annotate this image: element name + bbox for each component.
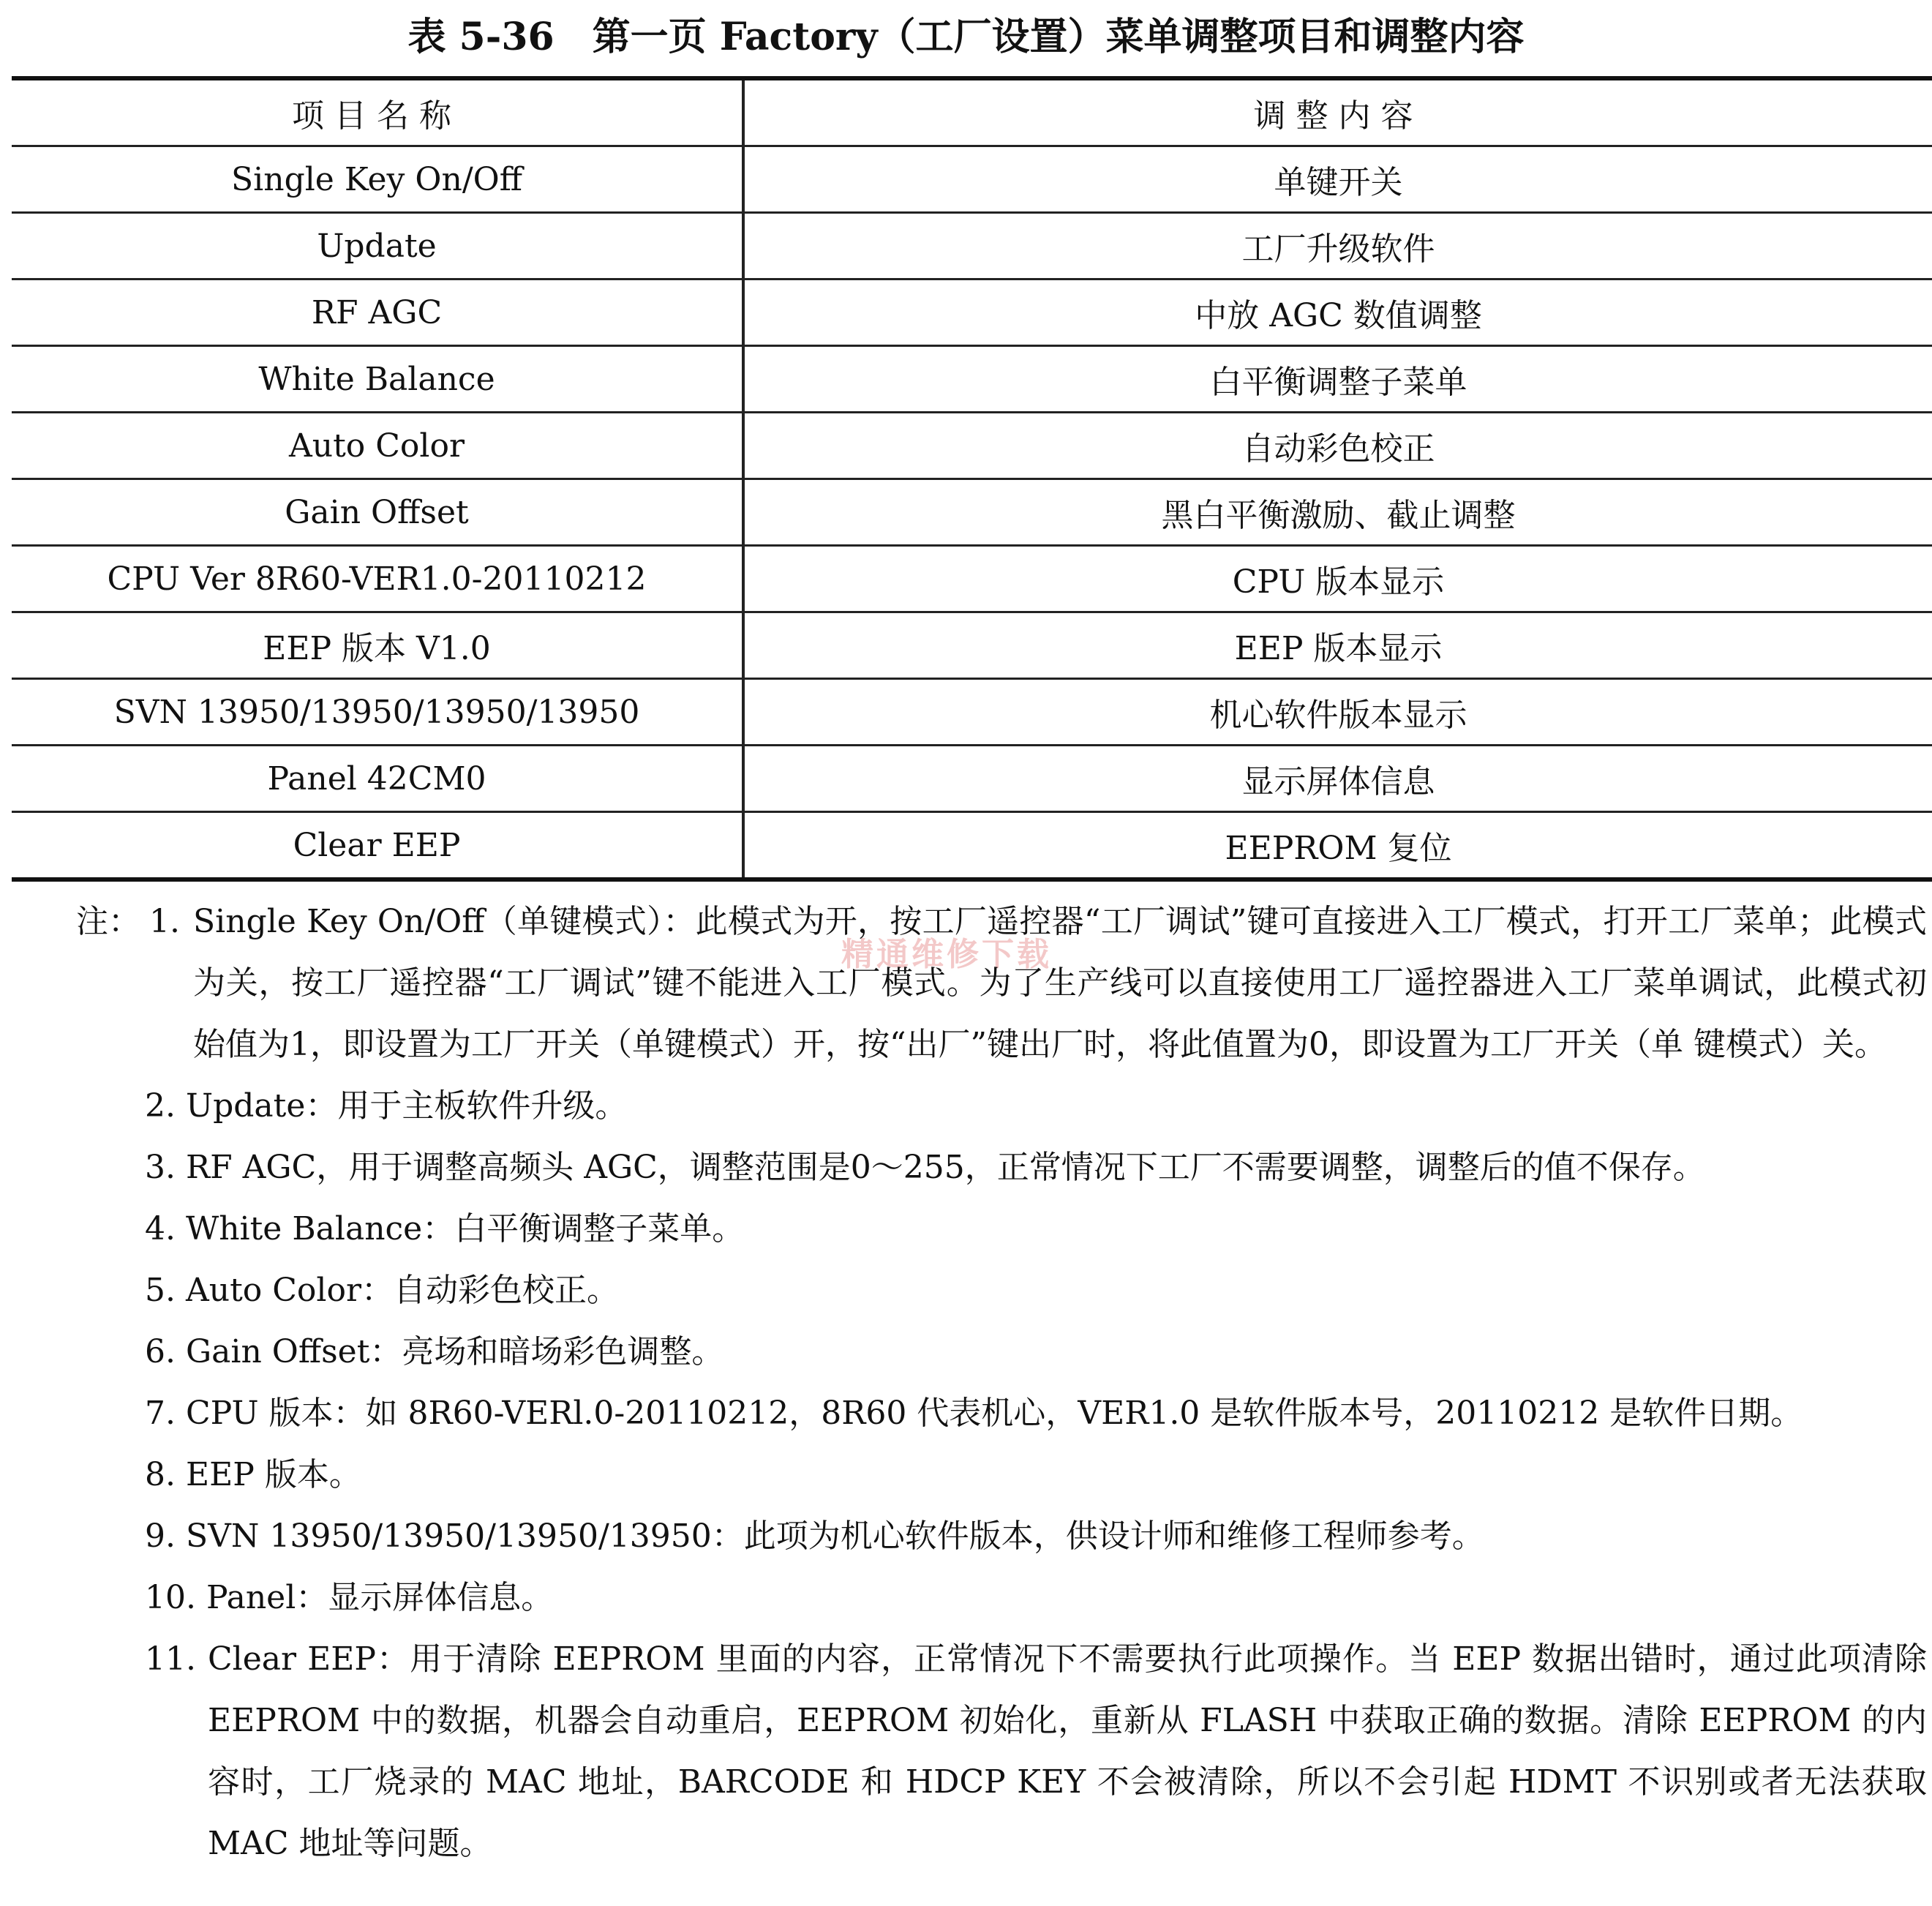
note-text: White Balance：白平衡调整子菜单。 xyxy=(185,1210,745,1247)
table-row xyxy=(12,812,1932,880)
note-text: Single Key On/Off（单键模式）：此模式为开，按工厂遥控器“工厂调试”键可直接进入工厂模式，打开工厂菜单；此模式为关，按工厂遥控器“工厂调试”键不能进入工厂模式。为了生产线可以直接使用工厂遥控器进入工厂菜单调试，此模式初始值为1，即设置为工厂开关（单键模式）开，按“出厂”键出厂时，将此值置为0，即设置为工厂开关（单 键模式）关。 xyxy=(193,903,1927,1063)
note-number: 5. xyxy=(145,1272,176,1309)
cell-item-name: Update xyxy=(12,213,743,279)
note-text: Auto Color：自动彩色校正。 xyxy=(185,1272,620,1309)
table-row xyxy=(12,746,1932,812)
cell-adjust-content: 自动彩色校正 xyxy=(743,413,1932,479)
note-number: 6. xyxy=(145,1333,176,1370)
note-text: RF AGC，用于调整高频头 AGC，调整范围是0～255，正常情况下工厂不需要调整，调整后的值不保存。 xyxy=(185,1149,1705,1186)
cell-adjust-content: EEP 版本显示 xyxy=(743,612,1932,679)
table-title: 表 5-36 第一页 Factory（工厂设置）菜单调整项目和调整内容 xyxy=(407,15,1525,59)
note-item xyxy=(76,1198,1927,1260)
cell-adjust-content: 中放 AGC 数值调整 xyxy=(743,279,1932,346)
note-item xyxy=(76,1629,1927,1875)
note-number: 10. xyxy=(145,1579,196,1616)
note-item xyxy=(76,1260,1927,1321)
cell-item-name: Clear EEP xyxy=(12,812,743,880)
table-row xyxy=(12,612,1932,679)
note-number: 1. xyxy=(149,903,180,940)
cell-item-name: SVN 13950/13950/13950/13950 xyxy=(12,679,743,746)
note-number: 8. xyxy=(145,1456,176,1493)
cell-item-name: CPU Ver 8R60-VER1.0-20110212 xyxy=(12,546,743,612)
cell-adjust-content: 黑白平衡激励、截止调整 xyxy=(743,479,1932,546)
cell-item-name: Gain Offset xyxy=(12,479,743,546)
cell-adjust-content: 机心软件版本显示 xyxy=(743,679,1932,746)
cell-item-name: White Balance xyxy=(12,346,743,413)
cell-adjust-content: 单键开关 xyxy=(743,146,1932,213)
cell-adjust-content: CPU 版本显示 xyxy=(743,546,1932,612)
note-item xyxy=(76,891,1927,1076)
notes-prefix: 注： xyxy=(76,903,140,940)
cell-item-name: Single Key On/Off xyxy=(12,146,743,213)
note-number: 7. xyxy=(145,1395,176,1432)
header-item-name: 项目名称 xyxy=(12,78,743,146)
table-row xyxy=(12,146,1932,213)
table-row xyxy=(12,413,1932,479)
cell-adjust-content: 白平衡调整子菜单 xyxy=(743,346,1932,413)
note-text: Gain Offset：亮场和暗场彩色调整。 xyxy=(185,1333,724,1370)
cell-item-name: RF AGC xyxy=(12,279,743,346)
cell-item-name: EEP 版本 V1.0 xyxy=(12,612,743,679)
cell-item-name: Panel 42CM0 xyxy=(12,746,743,812)
table-row xyxy=(12,546,1932,612)
note-text: SVN 13950/13950/13950/13950：此项为机心软件版本，供设计师和维修工程师参考。 xyxy=(185,1517,1484,1555)
watermark-text: 精通维修下载 xyxy=(841,936,1052,973)
note-text: Update：用于主板软件升级。 xyxy=(185,1087,628,1125)
note-number: 3. xyxy=(145,1149,176,1186)
note-item xyxy=(76,1444,1927,1506)
table-row xyxy=(12,679,1932,746)
note-item xyxy=(76,1567,1927,1629)
cell-adjust-content: 显示屏体信息 xyxy=(743,746,1932,812)
note-text: CPU 版本：如 8R60-VERl.0-20110212，8R60 代表机心，VER1.0 是软件版本号，20110212 是软件日期。 xyxy=(185,1395,1803,1432)
table-row xyxy=(12,346,1932,413)
note-text: EEP 版本。 xyxy=(185,1456,361,1493)
table-header-row xyxy=(12,78,1932,146)
settings-table xyxy=(12,76,1932,882)
note-text: Panel：显示屏体信息。 xyxy=(206,1579,554,1616)
table-row xyxy=(12,213,1932,279)
cell-adjust-content: 工厂升级软件 xyxy=(743,213,1932,279)
header-adjust-content: 调整内容 xyxy=(743,78,1932,146)
note-number: 2. xyxy=(145,1087,176,1125)
note-item xyxy=(76,1076,1927,1137)
table-row xyxy=(12,479,1932,546)
note-number: 9. xyxy=(145,1517,176,1555)
notes-section xyxy=(76,891,1927,1875)
note-text: Clear EEP：用于清除 EEPROM 里面的内容，正常情况下不需要执行此项操作。当 EEP 数据出错时，通过此项清除 EEPROM 中的数据，机器会自动重启，EEPROM 初始化，重新从 FLASH 中获取正确的数据。清除 EEPROM 的内容时，工厂烧录的 MAC 地址，BARCODE 和 HDCP KEY 不会被清除，所以不会引起 HDMT 不识别或者无法获取 MAC 地址等问题。 xyxy=(208,1640,1927,1862)
note-item xyxy=(76,1321,1927,1383)
note-item xyxy=(76,1506,1927,1567)
note-number: 11. xyxy=(145,1640,196,1678)
table-row xyxy=(12,279,1932,346)
note-item xyxy=(76,1383,1927,1444)
cell-adjust-content: EEPROM 复位 xyxy=(743,812,1932,880)
cell-item-name: Auto Color xyxy=(12,413,743,479)
note-number: 4. xyxy=(145,1210,176,1247)
note-item xyxy=(76,1137,1927,1198)
